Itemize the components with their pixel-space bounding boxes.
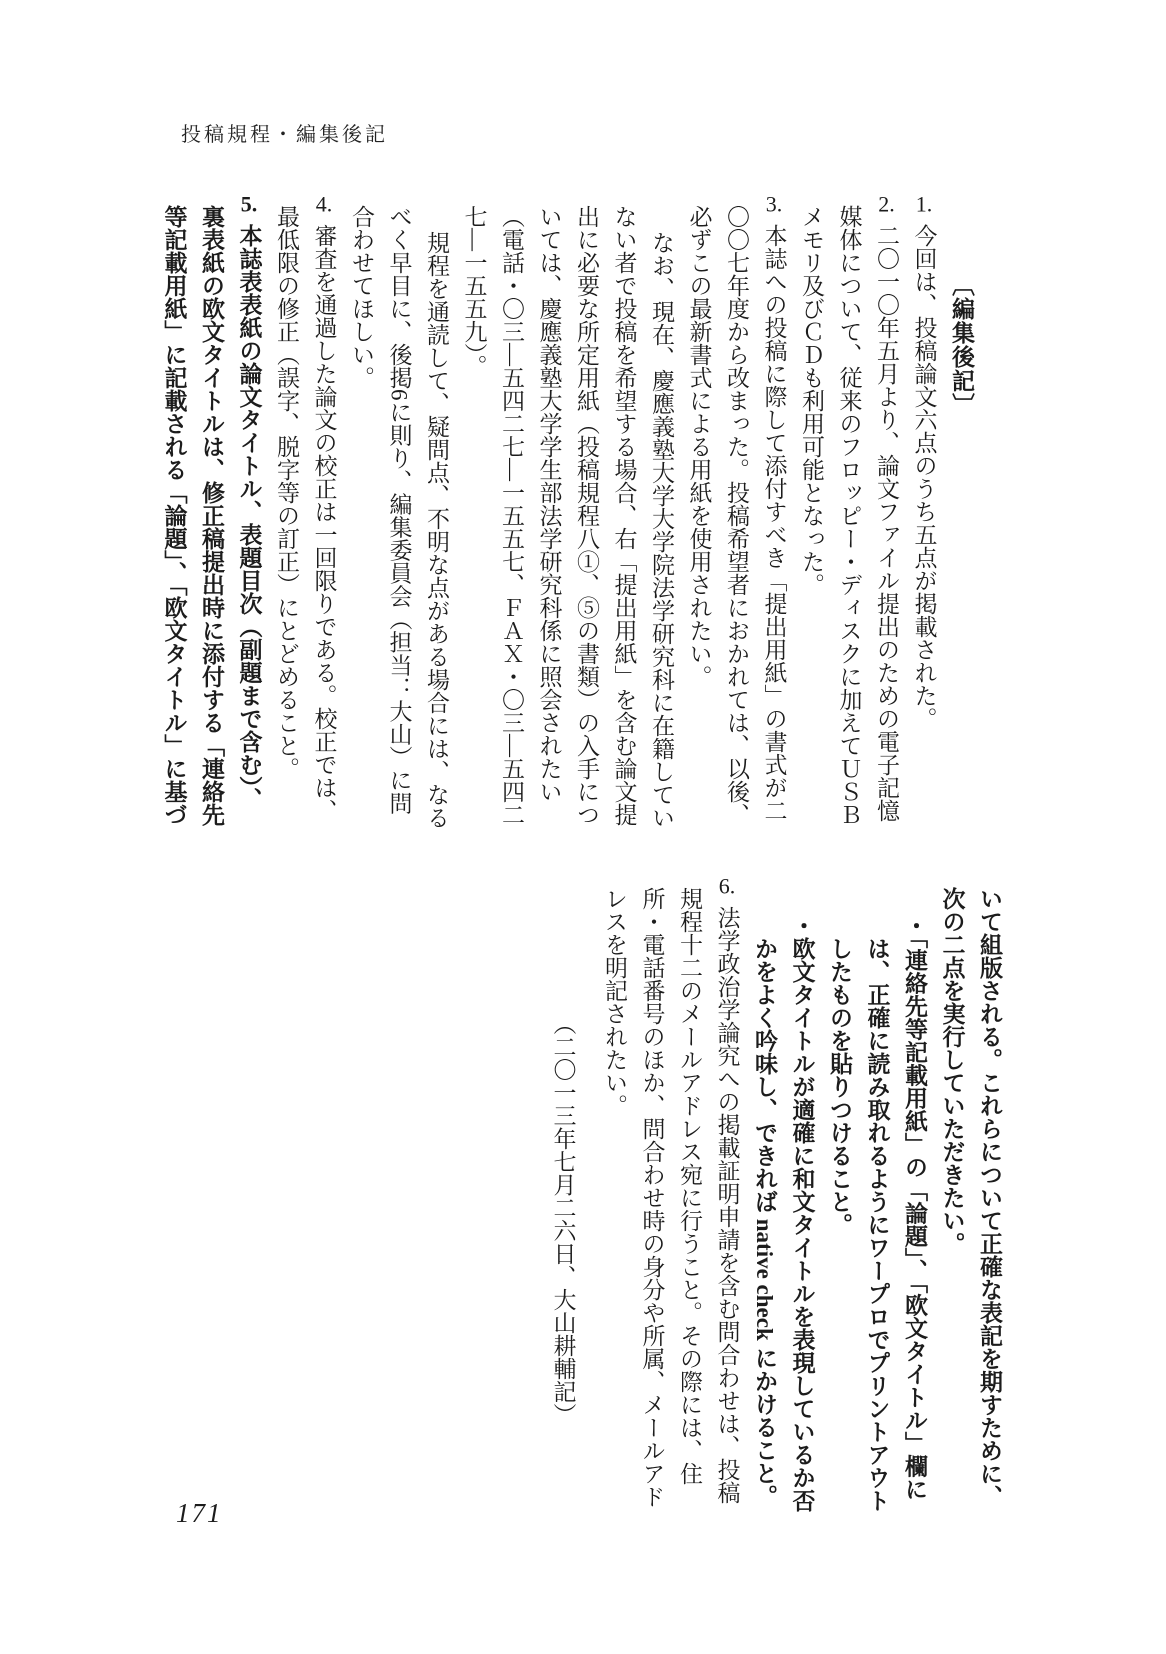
item-3-paragraph-3: 規程を通読して、疑問点、不明な点がある場合には、なるべく早目に、後掲6に則り、編集委員会（担当：大山）に問合わせてほしい。 — [349, 205, 449, 829]
item-5-text-part1: 本誌表表紙の論文タイトル、表題目次（副題まで含む）、裏表紙の欧文タイトルは、修正稿提出時に添付する「連絡先等記載用紙」に記載される「論題」、「欧文タイトル」に基づ — [161, 205, 262, 826]
item-5-number: 5. — [240, 193, 258, 215]
item-1-paragraph — [905, 193, 943, 833]
bullet-icon: ・ — [902, 914, 927, 937]
item-5-bullet-2 — [746, 887, 821, 1515]
item-1-number: 1. — [915, 193, 933, 215]
item-5-bullet-1-text: 「連絡先等記載用紙」の「論題」、「欧文タイトル」欄には、正確に読み取れるようにワープロでプリントアウトしたものを貼りつけること。 — [827, 937, 927, 1512]
item-2-number: 2. — [878, 193, 895, 215]
item-1 — [905, 193, 943, 833]
page-number: 171 — [176, 1498, 223, 1528]
item-4 — [268, 193, 343, 833]
item-2 — [793, 193, 906, 833]
item-2-paragraph — [793, 193, 906, 833]
item-5-bullet-1 — [821, 887, 934, 1515]
item-3-paragraph-1 — [680, 193, 793, 833]
item-5 — [155, 193, 268, 833]
item-5-paragraph-part1 — [155, 193, 268, 833]
item-1-text: 今回は、投稿論文六点のうち五点が掲載された。 — [911, 224, 937, 730]
item-6-paragraph — [596, 875, 746, 1515]
section-title: 〔編集後記〕 — [949, 273, 974, 417]
upper-text-band — [155, 187, 980, 833]
item-3-paragraph-2: なお、現在、慶應義塾大学大学院法学研究科に在籍していない者で投稿を希望する場合、右「提出用紙」を含む論文提出に必要な所定用紙（投稿規程八①、⑤の書類）の入手については、慶應義塾大学学生部法学研究科係に照会されたい（電話・〇三―五四二七―一五五七、ＦＡＸ・〇三―五四二七―一五五九）。 — [461, 205, 674, 829]
item-5-continuation — [746, 887, 1009, 1515]
signature: （二〇一三年七月二六日、大山耕輔記） — [550, 1012, 576, 1426]
item-5-text-part2: いて組版される。これらについて正確な表記を期すために、次の二点を実行していただきたい。 — [939, 887, 1002, 1508]
bullet-icon: ・ — [789, 914, 815, 937]
item-4-number: 4. — [315, 193, 333, 215]
item-3-text-1: 本誌への投稿に際して添付すべき「提出用紙」の書式が二〇〇七年度から改まった。投稿希望者におかれては、以後、必ずこの最新書式による用紙を使用されたい。 — [686, 205, 787, 826]
item-3 — [343, 193, 793, 833]
item-5-bullet-2-text: 欧文タイトルが適確に和文タイトルを表現しているか否かをよく吟味し、できれば native check にかけること。 — [752, 937, 815, 1512]
lower-text-band — [544, 869, 1008, 1515]
item-3-number: 3. — [765, 193, 783, 215]
item-6 — [596, 875, 746, 1515]
item-4-text: 審査を通過した論文の校正は一回限りである。校正では、最低限の修正（誤字、脱字等の訂正）にとどめること。 — [274, 205, 337, 822]
item-6-text: 法学政治学論究への掲載証明申請を含む問合わせは、投稿規程十二のメールアドレス宛に行うこと。その際には、住所・電話番号のほか、問合わせ時の身分や所属、メールアドレスを明記されたい。 — [602, 887, 740, 1508]
running-head: 投稿規程・編集後記 — [181, 124, 388, 146]
item-4-paragraph — [268, 193, 343, 833]
item-2-text: 二〇一〇年五月より、論文ファイル提出のための電子記憶媒体について、従来のフロッピー・ディスクに加えてＵＳＢメモリ及びＣＤも利用可能となった。 — [799, 205, 899, 826]
item-6-number: 6. — [718, 875, 736, 897]
